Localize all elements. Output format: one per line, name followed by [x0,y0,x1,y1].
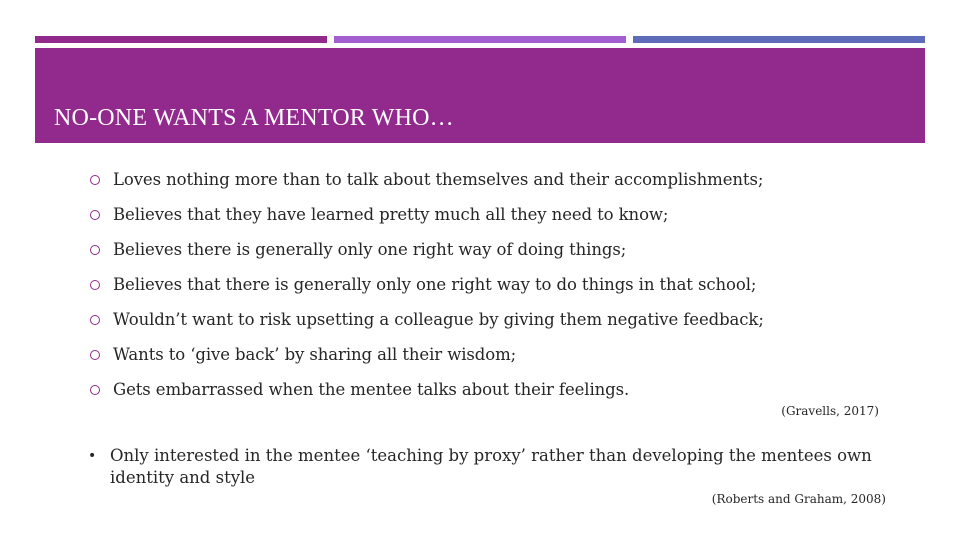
bullet-text: Believes that they have learned pretty much all they need to know; [113,205,669,224]
bullet-text: Gets embarrassed when the mentee talks about their feelings. [113,380,630,399]
ring-bullet-icon [90,280,100,290]
bullet-text: Believes there is generally only one right way of doing things; [113,240,627,259]
citation-roberts-graham: (Roberts and Graham, 2008) [711,492,886,506]
list-item [90,197,764,232]
ring-bullet-icon [90,385,100,395]
list-item [90,267,764,302]
ring-bullet-icon [90,175,100,185]
bullet-text: Believes that there is generally only one right way to do things in that school; [113,275,757,294]
ring-bullet-icon [90,210,100,220]
second-point-text: Only interested in the mentee ‘teaching by proxy’ rather than developing the mentees own identity and style [110,446,872,487]
bullet-text: Wants to ‘give back’ by sharing all their wisdom; [113,345,517,364]
slide-title: NO-ONE WANTS A MENTOR WHO… [54,105,454,131]
bullet-text: Loves nothing more than to talk about themselves and their accomplishments; [113,170,764,189]
bullet-list [90,162,764,407]
list-item [90,302,764,337]
ring-bullet-icon [90,315,100,325]
list-item [90,337,764,372]
title-band [35,48,925,143]
dot-bullet-icon: • [88,448,97,464]
citation-gravells: (Gravells, 2017) [781,404,879,418]
list-item [90,372,764,407]
second-point [88,445,926,489]
list-item [90,162,764,197]
list-item [90,232,764,267]
ring-bullet-icon [90,350,100,360]
bullet-text: Wouldn’t want to risk upsetting a colleague by giving them negative feedback; [113,310,764,329]
accent-bar-purple [35,36,327,43]
accent-bar-blue [633,36,925,43]
accent-bar-violet [334,36,626,43]
ring-bullet-icon [90,245,100,255]
